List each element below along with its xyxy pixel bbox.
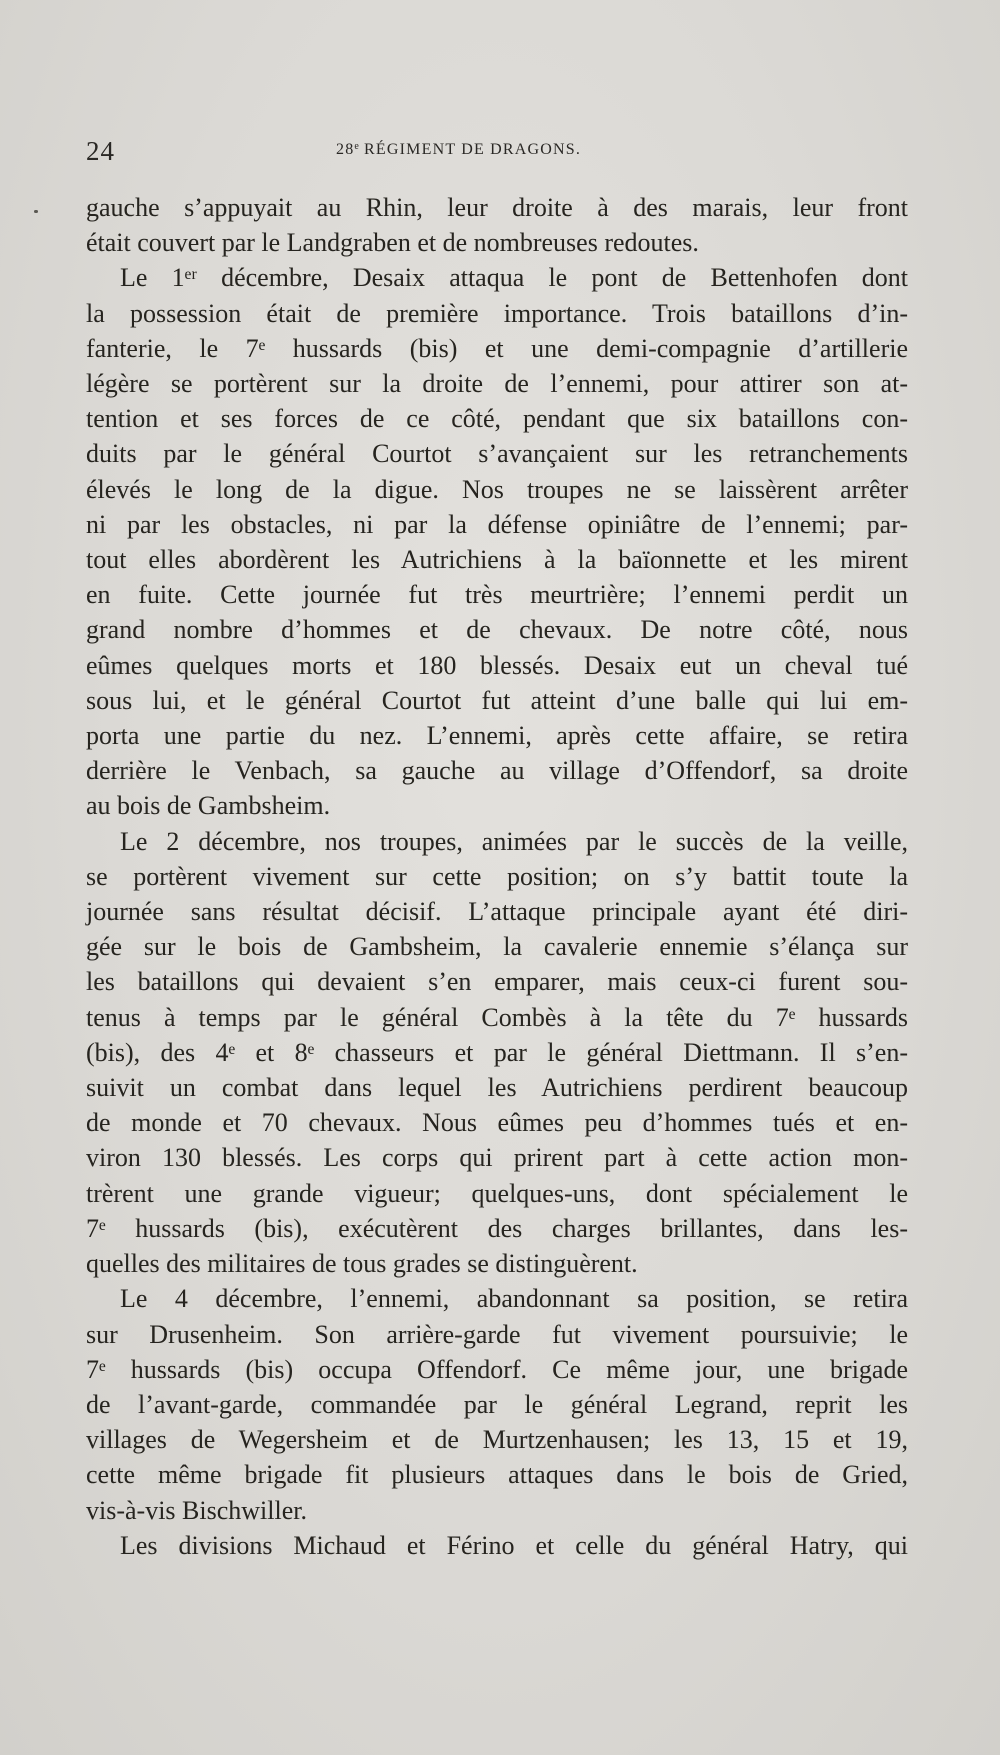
text-line: se portèrent vivement sur cette position; on s’y battit toute la — [86, 861, 908, 891]
text-line: Le 1ᵉʳ décembre, Desaix attaqua le pont de Bettenhofen dont — [120, 263, 908, 293]
text-line: duits par le général Courtot s’avançaient sur les retranchements — [86, 439, 908, 469]
text-line: tout elles abordèrent les Autrichiens à la baïonnette et les mirent — [86, 545, 908, 575]
text-line: villages de Wegersheim et de Murtzenhausen; les 13, 15 et 19, — [86, 1425, 908, 1455]
text-line: suivit un combat dans lequel les Autrichiens perdirent beaucoup — [86, 1073, 908, 1103]
text-line: gée sur le bois de Gambsheim, la cavalerie ennemie s’élança sur — [86, 932, 908, 962]
text-line: trèrent une grande vigueur; quelques-uns, dont spécialement le — [86, 1178, 908, 1208]
text-line: 7ᵉ hussards (bis) occupa Offendorf. Ce même jour, une brigade — [86, 1354, 908, 1384]
text-line: tention et ses forces de ce côté, pendant que six bataillons con- — [86, 404, 908, 434]
text-line: fanterie, le 7ᵉ hussards (bis) et une demi-compagnie d’artillerie — [86, 333, 908, 363]
text-line: Le 4 décembre, l’ennemi, abandonnant sa position, se retira — [120, 1284, 908, 1314]
text-line: Le 2 décembre, nos troupes, animées par le succès de la veille, — [120, 826, 908, 856]
running-head — [336, 141, 581, 159]
page-header — [86, 136, 914, 170]
running-head-prefix: 28 — [336, 141, 355, 158]
text-line: de l’avant-garde, commandée par le général Legrand, reprit les — [86, 1389, 908, 1419]
text-line: était couvert par le Landgraben et de nombreuses redoutes. — [86, 228, 699, 258]
text-line: la possession était de première importance. Trois bataillons d’in- — [86, 298, 908, 328]
page-number: 24 — [86, 136, 115, 166]
text-line: élevés le long de la digue. Nos troupes ne se laissèrent arrêter — [86, 474, 908, 504]
text-line: Les divisions Michaud et Férino et celle du général Hatry, qui — [120, 1530, 908, 1560]
text-line: cette même brigade fit plusieurs attaques dans le bois de Gried, — [86, 1460, 908, 1490]
text-line: journée sans résultat décisif. L’attaque principale ayant été diri- — [86, 897, 908, 927]
paragraph-3 — [86, 824, 908, 1282]
text-line: en fuite. Cette journée fut très meurtrière; l’ennemi perdit un — [86, 580, 908, 610]
text-line: au bois de Gambsheim. — [86, 791, 331, 821]
text-line: légère se portèrent sur la droite de l’ennemi, pour attirer son at- — [86, 369, 908, 399]
running-head-sup: e — [354, 141, 359, 152]
body-text — [86, 190, 908, 1563]
paragraph-5 — [86, 1528, 908, 1563]
text-line: quelles des militaires de tous grades se distinguèrent. — [86, 1249, 638, 1279]
text-line: tenus à temps par le général Combès à la tête du 7ᵉ hussards — [86, 1002, 908, 1032]
paragraph-1 — [86, 190, 908, 260]
text-line: ni par les obstacles, ni par la défense opiniâtre de l’ennemi; par- — [86, 509, 908, 539]
text-line: porta une partie du nez. L’ennemi, après cette affaire, se retira — [86, 721, 908, 751]
text-line: derrière le Venbach, sa gauche au village d’Offendorf, sa droite — [86, 756, 908, 786]
text-line: sous lui, et le général Courtot fut atteint d’une balle qui lui em- — [86, 685, 908, 715]
text-line: (bis), des 4ᵉ et 8ᵉ chasseurs et par le général Diettmann. Il s’en- — [86, 1037, 908, 1067]
margin-speck — [34, 210, 38, 213]
text-line: vis-à-vis Bischwiller. — [86, 1495, 307, 1525]
text-line: les bataillons qui devaient s’en emparer, mais ceux-ci furent sou- — [86, 967, 908, 997]
paragraph-4 — [86, 1281, 908, 1527]
text-line: 7ᵉ hussards (bis), exécutèrent des charges brillantes, dans les- — [86, 1213, 908, 1243]
text-line: sur Drusenheim. Son arrière-garde fut vivement poursuivie; le — [86, 1319, 908, 1349]
text-line: viron 130 blessés. Les corps qui prirent part à cette action mon- — [86, 1143, 908, 1173]
text-line: eûmes quelques morts et 180 blessés. Desaix eut un cheval tué — [86, 650, 908, 680]
text-line: gauche s’appuyait au Rhin, leur droite à des marais, leur front — [86, 193, 908, 222]
text-line: de monde et 70 chevaux. Nous eûmes peu d’hommes tués et en- — [86, 1108, 908, 1138]
paragraph-2 — [86, 260, 908, 823]
running-head-text: RÉGIMENT DE DRAGONS. — [358, 141, 582, 158]
text-line: grand nombre d’hommes et de chevaux. De notre côté, nous — [86, 615, 908, 645]
